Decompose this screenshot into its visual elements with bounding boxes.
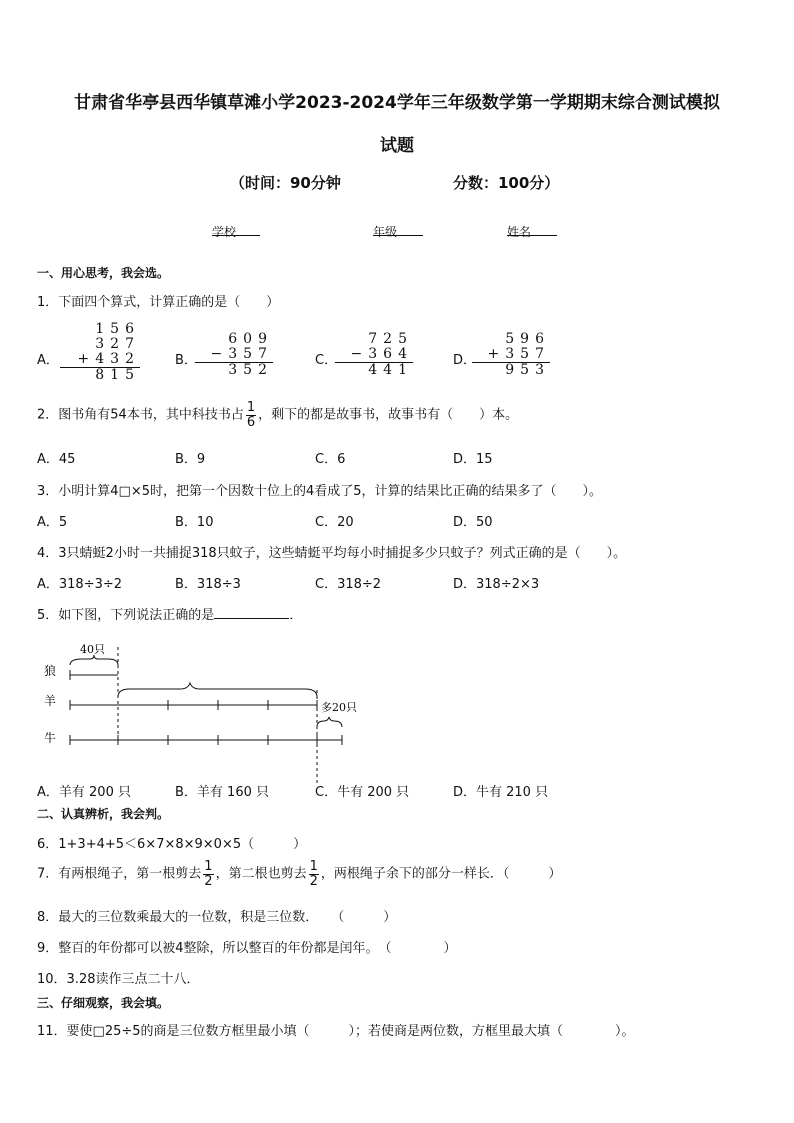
q5-option-b[interactable]: B．羊有 160 只	[175, 785, 269, 800]
q2-option-b[interactable]: B．9	[175, 452, 206, 467]
section-heading-2: 二、认真辨析，我会判。	[37, 807, 170, 821]
q1-option-c-letter[interactable]: C．	[315, 353, 338, 368]
brace-more-20	[317, 717, 342, 727]
q7-fraction-1	[203, 860, 213, 888]
calc-result: 815	[95, 367, 140, 383]
fraction-denominator: 2	[204, 873, 213, 889]
brace-wolf	[70, 655, 118, 665]
q1-option-a-letter[interactable]: A．	[37, 353, 59, 368]
q3-option-d[interactable]: D．50	[453, 515, 493, 530]
calc-row: 609	[228, 331, 273, 347]
time-label: （时间：90分钟	[230, 174, 341, 192]
grade-blank[interactable]	[373, 223, 423, 236]
calc-row: +432	[60, 352, 140, 368]
q4-option-c[interactable]: C．318÷2	[315, 577, 382, 592]
q1-option-a-calc	[60, 322, 140, 383]
calc-result: 441	[368, 362, 413, 378]
label-wolf: 狼	[44, 664, 57, 678]
fraction-denominator: 2	[309, 873, 318, 889]
calc-result: 953	[505, 362, 550, 378]
q4-option-b[interactable]: B．318÷3	[175, 577, 241, 592]
question-5: 5．如下图，下列说法正确的是 ．	[37, 608, 303, 623]
fraction-numerator: 1	[246, 400, 256, 415]
q4-option-a[interactable]: A．318÷3÷2	[37, 577, 123, 592]
calc-row: +357	[472, 347, 550, 363]
q3-option-b[interactable]: B．10	[175, 515, 214, 530]
question-1: 1．下面四个算式，计算正确的是（ ）	[37, 295, 280, 310]
calc-row: 725	[368, 331, 413, 347]
q2-option-c[interactable]: C．6	[315, 452, 346, 467]
question-11: 11．要使□25÷5的商是三位数方框里最小填（ ）；若使商是两位数，方框里最大填（ ）。	[37, 1024, 635, 1039]
grade-label: 年级	[373, 225, 398, 239]
question-10: 10．3.28读作三点二十八．	[37, 972, 232, 987]
q1-option-d-letter[interactable]: D．	[453, 353, 477, 368]
question-8: 8．最大的三位数乘最大的一位数，积是三位数． （ ）	[37, 910, 397, 925]
label-sheep: 羊	[44, 694, 57, 708]
fraction-denominator: 6	[246, 414, 256, 430]
question-9: 9．整百的年份都可以被4整除，所以整百的年份都是闰年。 （ ）	[37, 941, 457, 956]
q1-option-d-calc	[472, 332, 550, 378]
name-blank[interactable]	[507, 223, 557, 236]
calc-result: 352	[228, 362, 273, 378]
q5-bar-diagram	[30, 635, 390, 785]
page-title: 甘肃省华亭县西华镇草滩小学2023-2024学年三年级数学第一学期期末综合测试模拟	[74, 93, 720, 113]
q7-text-mid: ，第二根也剪去	[215, 866, 307, 882]
q2-fraction	[246, 401, 256, 429]
fraction-numerator: 1	[309, 859, 318, 874]
q2-text-after: ，剩下的都是故事书，故事书有（ ）本。	[258, 407, 519, 423]
q2-option-d[interactable]: D．15	[453, 452, 493, 467]
score-label: 分数：100分）	[453, 174, 560, 192]
section-heading-3: 三、仔细观察，我会填。	[37, 996, 170, 1010]
label-more-20: 多20只	[321, 701, 357, 714]
q7-fraction-2	[309, 860, 319, 888]
label-40: 40只	[80, 643, 105, 656]
q5-answer-blank[interactable]	[214, 606, 289, 619]
question-6: 6．1+3+4+5＜6×7×8×9×0×5（ ）	[37, 837, 307, 852]
school-blank[interactable]	[212, 223, 260, 236]
q4-option-d[interactable]: D．318÷2×3	[453, 577, 540, 592]
q2-option-a[interactable]: A．45	[37, 452, 76, 467]
calc-row: −357	[195, 347, 273, 363]
calc-row: −364	[335, 347, 413, 363]
brace-sheep	[118, 683, 317, 697]
page-title-continued: 试题	[380, 136, 414, 156]
q2-text-before: 2．图书角有54本书，其中科技书占	[37, 407, 244, 423]
fraction-numerator: 1	[204, 859, 213, 874]
q3-option-a[interactable]: A．5	[37, 515, 68, 530]
question-4: 4．3只蜻蜓2小时一共捕捉318只蚊子，这些蜻蜓平均每小时捕捉多少只蚊子？列式正确的是（ ）。	[37, 546, 627, 561]
calc-row: 156	[95, 321, 140, 337]
q5-option-d[interactable]: D．牛有 210 只	[453, 785, 549, 800]
q1-option-b-calc	[195, 332, 273, 378]
q5-option-c[interactable]: C．牛有 200 只	[315, 785, 410, 800]
question-3: 3．小明计算4□×5时，把第一个因数十位上的4看成了5，计算的结果比正确的结果多了（ ）。	[37, 484, 603, 499]
q1-option-c-calc	[335, 332, 413, 378]
name-label: 姓名	[507, 225, 532, 239]
q7-text-before: 7．有两根绳子，第一根剪去	[37, 866, 202, 882]
school-label: 学校	[212, 225, 237, 239]
question-7	[37, 860, 561, 888]
q5-option-a[interactable]: A．羊有 200 只	[37, 785, 131, 800]
q5-text: 5．如下图，下列说法正确的是	[37, 608, 215, 623]
calc-row: 596	[505, 331, 550, 347]
question-2	[37, 401, 518, 429]
q3-option-c[interactable]: C．20	[315, 515, 354, 530]
label-cow: 牛	[44, 731, 57, 745]
q7-text-after: ，两根绳子余下的部分一样长．（ ）	[320, 866, 562, 882]
calc-row: 327	[95, 336, 140, 352]
section-heading-1: 一、用心思考，我会选。	[37, 266, 170, 280]
q1-option-b-letter[interactable]: B．	[175, 353, 197, 368]
